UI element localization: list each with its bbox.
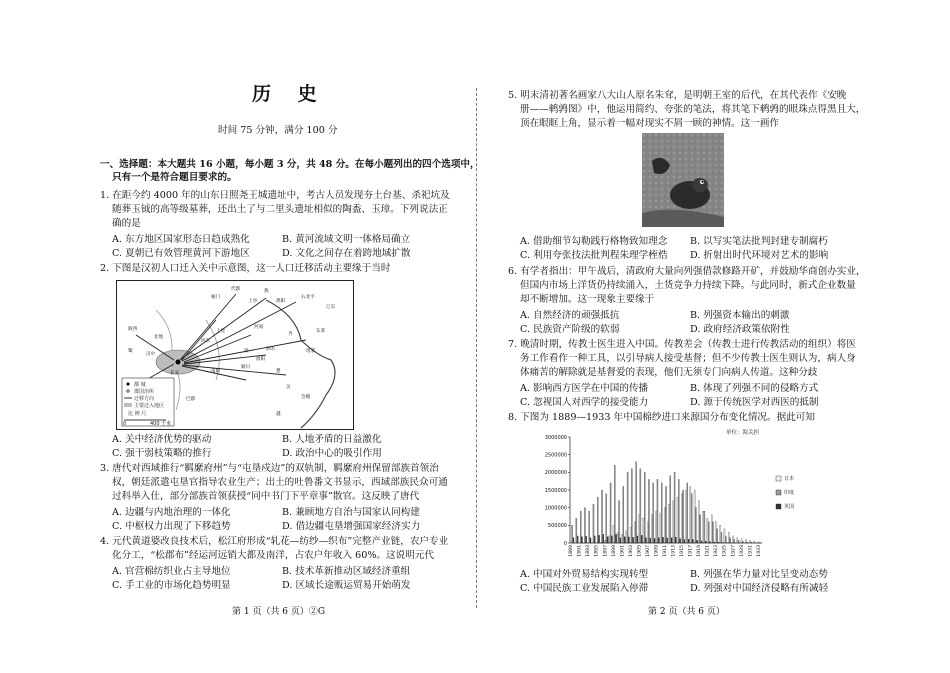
bar-印度-1906 xyxy=(644,472,645,543)
bar-印度-1910 xyxy=(661,483,662,543)
bar-日本-1904 xyxy=(634,522,635,543)
x-tick-label: 1895 xyxy=(594,545,600,557)
q3-option-a[interactable]: A. 边疆与内地治理的一体化 xyxy=(112,507,231,518)
bar-印度-1926 xyxy=(729,538,730,543)
q8-stem: 8. 下图为 1889—1933 年中国棉纱进口来源国分布变化情况。据此可知 xyxy=(508,412,815,423)
q1-option-c[interactable]: C. 夏朝已有效管理黄河下游地区 xyxy=(112,248,250,259)
legend-county: 郡国治所 xyxy=(134,389,155,395)
map-label: 梁 xyxy=(244,349,249,354)
bar-印度-1890 xyxy=(576,518,577,543)
x-tick-label: 1907 xyxy=(645,545,651,557)
cotton-yarn-import-chart xyxy=(530,425,820,565)
q8-option-b[interactable]: B. 列强在华力量对比呈变动态势 xyxy=(690,569,828,580)
legend-migration: 迁移方向 xyxy=(134,396,155,402)
bar-series xyxy=(572,462,762,543)
legend-label-英国: 英国 xyxy=(784,504,795,510)
q4-stem-line: 化分工，“松郡布”经运河远销大都及南洋，占农户年收入 60%。这说明元代 xyxy=(112,550,434,561)
quail-painting-image xyxy=(642,133,724,227)
x-tick-label: 1923 xyxy=(714,545,720,557)
bar-日本-1897 xyxy=(604,540,605,543)
x-tick-label: 1889 xyxy=(569,545,575,557)
q3-option-c[interactable]: C. 中枢权力出现了下移趋势 xyxy=(112,521,231,532)
map-label: 越 xyxy=(276,412,281,417)
q5-option-b[interactable]: B. 以写实笔法批判封建专制腐朽 xyxy=(690,236,828,247)
y-tick-label: 500000 xyxy=(547,523,567,530)
bar-日本-1922 xyxy=(711,515,712,543)
bar-英国-1896 xyxy=(603,534,604,543)
page-footer: 第 2 页（共 6 页） xyxy=(648,607,725,617)
x-tick-label: 1911 xyxy=(663,545,668,557)
bar-印度-1897 xyxy=(606,494,607,543)
bar-英国-1909 xyxy=(658,538,659,543)
bar-英国-1916 xyxy=(688,539,689,543)
y-tick-label: 0 xyxy=(563,540,567,547)
q4-stem-line: 4. 元代黄道婆改良技术后，松江府形成“轧花—纺纱—织布”完整产业链，农户专业 xyxy=(100,536,449,547)
map-label: 陇西 xyxy=(128,327,138,332)
x-tick-label: 1927 xyxy=(731,545,737,557)
map-label: 上党 xyxy=(216,329,226,334)
bar-日本-1909 xyxy=(656,511,657,543)
map-label: 会稽 xyxy=(301,395,311,400)
bar-印度-1889 xyxy=(572,525,573,543)
bar-印度-1916 xyxy=(687,483,688,543)
x-tick-label: 1915 xyxy=(680,545,686,557)
bar-日本-1920 xyxy=(703,511,704,543)
bar-英国-1918 xyxy=(697,540,698,543)
section-heading: 一、选择题：本大题共 16 小题，每小题 3 分，共 48 分。在每小题列出的四个选项中， xyxy=(100,159,480,170)
bar-英国-1915 xyxy=(684,539,685,543)
bar-印度-1905 xyxy=(640,469,641,543)
bar-英国-1894 xyxy=(594,536,595,543)
bar-印度-1928 xyxy=(738,540,739,543)
map-label: 雁门 xyxy=(211,295,221,300)
q6-stem-line: 但国内市场上洋货仍持续涌入，土货竞争力持续下降。与此同时，新式企业数量 xyxy=(520,280,856,291)
bar-英国-1903 xyxy=(633,537,634,543)
legend-scale: 比 例 尺 xyxy=(128,411,147,417)
bar-日本-1917 xyxy=(690,486,691,543)
q2-option-b[interactable]: B. 人地矛盾的日益激化 xyxy=(282,434,382,445)
bar-英国-1889 xyxy=(573,538,574,543)
bar-英国-1899 xyxy=(616,534,617,543)
bar-英国-1905 xyxy=(641,535,642,543)
map-label: 齐 xyxy=(288,332,293,337)
bar-英国-1901 xyxy=(624,537,625,543)
x-tick-label: 1913 xyxy=(671,545,677,557)
bar-英国-1893 xyxy=(590,538,591,543)
bar-印度-1891 xyxy=(580,511,581,543)
x-tick-label: 1901 xyxy=(620,545,626,557)
q4-option-d[interactable]: D. 区域长途贩运贸易开始萌发 xyxy=(282,580,411,591)
q6-option-d[interactable]: D. 政府经济政策依附性 xyxy=(690,324,790,335)
q4-option-a[interactable]: A. 官营棉纺织业占主导地位 xyxy=(112,566,231,577)
q2-option-d[interactable]: D. 政治中心的吸引作用 xyxy=(282,448,382,459)
page-1 xyxy=(100,0,480,673)
x-tick-label: 1933 xyxy=(756,545,762,557)
bar-日本-1899 xyxy=(613,525,614,543)
map-label: 泗水 xyxy=(266,347,276,352)
x-axis xyxy=(568,543,762,557)
q1-option-d[interactable]: D. 文化之间存在着跨地域扩散 xyxy=(282,248,411,259)
q1-stem-line: 确的是 xyxy=(112,218,141,229)
map-label: 渔阳 xyxy=(276,299,286,304)
map-label: 东莱 xyxy=(316,329,326,334)
map-label: 巴郡 xyxy=(186,397,196,402)
map-label: 右北平 xyxy=(301,295,315,300)
bar-日本-1928 xyxy=(737,538,738,543)
bar-英国-1892 xyxy=(586,536,587,543)
bar-印度-1899 xyxy=(614,465,615,543)
bar-日本-1919 xyxy=(698,501,699,543)
bar-印度-1894 xyxy=(593,504,594,543)
bar-日本-1930 xyxy=(745,539,746,543)
bar-印度-1927 xyxy=(734,539,735,543)
page-2 xyxy=(508,0,866,673)
chart-legend xyxy=(776,475,794,510)
q5-option-d[interactable]: D. 折射出时代环境对艺术的影响 xyxy=(690,250,829,261)
changan-capital-marker xyxy=(176,360,181,365)
bar-英国-1914 xyxy=(680,539,681,543)
x-tick-label: 1897 xyxy=(603,545,609,557)
map-label: 汉中 xyxy=(146,352,156,357)
legend-capital: 都 城 xyxy=(134,382,146,388)
x-tick-label: 1917 xyxy=(688,545,694,557)
q1-option-a[interactable]: A. 东方地区国家形态日趋成熟化 xyxy=(112,234,250,245)
x-tick-label: 1921 xyxy=(705,545,711,557)
bar-日本-1912 xyxy=(668,504,669,543)
q8-option-a[interactable]: A. 中国对外贸易结构实现转型 xyxy=(520,569,649,580)
bar-日本-1901 xyxy=(622,534,623,543)
q7-option-d[interactable]: D. 源于传统医学对西医的抵制 xyxy=(690,397,819,408)
q7-stem-line: 务工作看作一种工具，以引导病人接受基督；但不少传教士医生则认为，病人身 xyxy=(520,353,856,364)
map-label: 琅邪 xyxy=(306,349,316,354)
bar-印度-1917 xyxy=(691,494,692,543)
bar-印度-1900 xyxy=(619,501,620,543)
map-label: 颍川 xyxy=(241,365,251,370)
q6-option-a[interactable]: A. 自然经济的顽强抵抗 xyxy=(520,310,620,321)
bar-印度-1892 xyxy=(584,508,585,543)
exam-subtitle: 时间 75 分钟，满分 100 分 xyxy=(218,125,338,136)
q4-option-b[interactable]: B. 技术革新推动区域经济重组 xyxy=(282,566,411,577)
bar-英国-1898 xyxy=(611,536,612,543)
bar-印度-1904 xyxy=(636,462,637,543)
x-tick-label: 1929 xyxy=(739,545,745,557)
y-tick-label: 1500000 xyxy=(544,487,567,494)
bar-印度-1925 xyxy=(725,536,726,543)
q5-stem-line: 顶在眼眶上角，显示着一幅对现实不屑一顾的神情。这一画作 xyxy=(520,118,780,129)
bar-印度-1911 xyxy=(665,486,666,543)
bar-英国-1912 xyxy=(671,538,672,543)
x-tick-label: 1903 xyxy=(628,545,634,557)
x-tick-label: 1905 xyxy=(637,545,643,557)
bar-日本-1918 xyxy=(694,490,695,543)
q8-option-c[interactable]: C. 中国民族工业发展陷入停滞 xyxy=(520,583,649,594)
bar-印度-1902 xyxy=(627,472,628,543)
q2-option-c[interactable]: C. 强干弱枝策略的推行 xyxy=(112,448,212,459)
q3-stem-line: 权，朝廷派遣屯垦官指导农业生产；出土的吐鲁番文书显示，西域部族民众可通 xyxy=(112,477,448,488)
y-tick-label: 2500000 xyxy=(544,452,567,459)
y-axis xyxy=(545,435,570,547)
bar-日本-1910 xyxy=(660,513,661,543)
bar-日本-1927 xyxy=(732,536,733,543)
legend-label-印度: 印度 xyxy=(784,490,795,496)
q1-stem-line: 1. 在距今约 4000 年的山东日照尧王城遗址中，考古人员发现夯土台基、杀祀坑及 xyxy=(100,190,450,201)
map-label: 河东 xyxy=(201,339,211,344)
bar-印度-1908 xyxy=(653,483,654,543)
bar-日本-1925 xyxy=(724,529,725,543)
map-label: 南阳 xyxy=(211,369,221,374)
q5-option-c[interactable]: C. 利用夸张技法批判程朱理学桎梏 xyxy=(520,250,668,261)
bar-日本-1916 xyxy=(686,490,687,543)
bar-印度-1912 xyxy=(670,476,671,543)
legend-swatch-印度 xyxy=(776,490,781,495)
bar-英国-1904 xyxy=(637,536,638,543)
bar-日本-1898 xyxy=(609,536,610,543)
y-tick-label: 2000000 xyxy=(544,470,567,477)
q6-option-c[interactable]: C. 民族资产阶级的软弱 xyxy=(520,324,620,335)
bar-英国-1900 xyxy=(620,538,621,543)
bar-印度-1893 xyxy=(589,511,590,543)
map-label: 淮阳 xyxy=(256,357,266,362)
q1-option-b[interactable]: B. 黄河流域文明一体格局确立 xyxy=(282,234,411,245)
legend-scale-400: 400 千米 xyxy=(150,421,172,427)
exam-title: 历 史 xyxy=(252,83,327,105)
chart-unit-label: 单位：海关担 xyxy=(726,430,760,436)
bar-日本-1906 xyxy=(643,518,644,543)
map-label: 北地 xyxy=(154,335,164,340)
bar-印度-1919 xyxy=(700,515,701,543)
x-tick-label: 1925 xyxy=(722,545,728,557)
bar-印度-1896 xyxy=(601,490,602,543)
bar-印度-1914 xyxy=(678,479,679,543)
bar-日本-1931 xyxy=(750,540,751,543)
x-tick-label: 1931 xyxy=(748,545,754,557)
x-tick-label: 1899 xyxy=(611,545,617,557)
map-label: 代郡 xyxy=(231,287,241,292)
bar-印度-1913 xyxy=(674,472,675,543)
bar-日本-1902 xyxy=(626,531,627,543)
bar-印度-1895 xyxy=(597,497,598,543)
q5-stem-line: 5. 明末清初著名画家八大山人原名朱耷，是明朝王室的后代，在其代表作《安晚 xyxy=(508,90,847,101)
bar-印度-1918 xyxy=(695,508,696,543)
q4-option-c[interactable]: C. 手工业的市场化趋势明显 xyxy=(112,580,231,591)
legend-label-日本: 日本 xyxy=(784,476,795,482)
q3-stem-line: 3. 唐代对西域推行“羁縻府州”与“屯垦戍边”的双轨制，羁縻府州保留部族首领治 xyxy=(100,463,439,474)
bar-日本-1929 xyxy=(741,539,742,543)
q7-option-a[interactable]: A. 影响西方医学在中国的传播 xyxy=(520,383,649,394)
bar-英国-1895 xyxy=(598,535,599,543)
bar-英国-1908 xyxy=(654,538,655,543)
q7-stem-line: 体痛苦的解除就是基督爱的表现，他们无须专门向病人传道。这种分歧 xyxy=(520,367,818,378)
bar-印度-1903 xyxy=(631,469,632,543)
bar-印度-1909 xyxy=(657,479,658,543)
bar-英国-1906 xyxy=(645,538,646,543)
bar-印度-1901 xyxy=(623,486,624,543)
bar-日本-1907 xyxy=(647,522,648,543)
section-heading-cont: 只有一个是符合题目要求的。 xyxy=(112,172,237,183)
bar-日本-1926 xyxy=(728,532,729,543)
bar-印度-1907 xyxy=(648,479,649,543)
q8-option-d[interactable]: D. 列强对中国经济侵略有所减轻 xyxy=(690,583,829,594)
bar-英国-1911 xyxy=(667,538,668,543)
q5-option-a[interactable]: A. 借助细节勾勒践行格物致知理念 xyxy=(520,236,668,247)
map-label: 河间 xyxy=(254,325,264,330)
q6-stem-line: 6. 有学者指出：甲午战后，清政府大量向列强借款修路开矿，并鼓励华商创办实业， xyxy=(508,266,866,277)
q1-stem-line: 随葬玉钺的高等级墓葬，还出土了与二里头遗址相似的陶盉、玉璋。下列说法正 xyxy=(112,204,448,215)
bar-日本-1921 xyxy=(707,518,708,543)
q6-option-b[interactable]: B. 列强资本输出的刺激 xyxy=(690,310,790,321)
y-tick-label: 3000000 xyxy=(544,434,567,441)
q7-option-c[interactable]: C. 忽视国人对西学的接受能力 xyxy=(520,397,649,408)
bar-日本-1915 xyxy=(681,494,682,543)
map-label: 燕 xyxy=(264,289,269,294)
page-footer: 第 1 页（共 6 页）②G xyxy=(232,607,326,617)
x-tick-label: 1891 xyxy=(577,545,583,557)
x-tick-label: 1893 xyxy=(586,545,592,557)
q7-option-b[interactable]: B. 体现了列强不同的侵略方式 xyxy=(690,383,819,394)
bar-日本-1924 xyxy=(720,525,721,543)
y-tick-label: 1000000 xyxy=(544,505,567,512)
han-migration-map xyxy=(116,280,354,430)
x-tick-label: 1909 xyxy=(654,545,660,557)
q5-stem-line: 册——鹌鹑图》中，他运用简约、夸张的笔法，将其笔下鹌鹑的眼珠点得黑且大， xyxy=(520,104,866,115)
bar-英国-1897 xyxy=(607,537,608,543)
bar-印度-1898 xyxy=(610,483,611,543)
bar-英国-1890 xyxy=(577,536,578,543)
map-label: 吴 xyxy=(286,385,291,390)
q7-stem-line: 7. 晚清时期，传教士医生进入中国。传教差会（传教士进行传教活动的组织）将医 xyxy=(508,339,856,350)
bar-日本-1923 xyxy=(715,522,716,543)
map-label: 上谷 xyxy=(248,299,258,304)
bar-印度-1921 xyxy=(708,522,709,543)
bar-英国-1891 xyxy=(581,537,582,543)
bar-英国-1910 xyxy=(662,537,663,543)
bar-日本-1905 xyxy=(639,515,640,543)
q3-option-d[interactable]: D. 借边疆屯垦增强国家经济实力 xyxy=(282,521,421,532)
map-label: 楚 xyxy=(276,369,281,374)
q6-stem-line: 却不断增加。这一现象主要缘于 xyxy=(520,294,655,305)
map-label: 长安 xyxy=(170,371,180,376)
q3-option-b[interactable]: B. 兼顾地方自治与国家认同构建 xyxy=(282,507,420,518)
bar-印度-1922 xyxy=(712,522,713,543)
bar-印度-1924 xyxy=(721,532,722,543)
bar-印度-1923 xyxy=(717,529,718,543)
bar-英国-1917 xyxy=(692,539,693,543)
bar-日本-1903 xyxy=(630,527,631,543)
bar-日本-1913 xyxy=(673,501,674,543)
legend-scale-zero: 0 xyxy=(123,421,127,427)
bar-英国-1913 xyxy=(675,537,676,543)
legend-swatch-英国 xyxy=(776,504,781,509)
legend-area: 主要迁入地区 xyxy=(134,403,165,409)
bar-日本-1908 xyxy=(651,515,652,543)
bar-日本-1914 xyxy=(677,497,678,543)
q2-option-a[interactable]: A. 关中经济优势的驱动 xyxy=(112,434,212,445)
legend-swatch-日本 xyxy=(776,476,781,481)
q3-stem-line: 过科举入仕，部分部族首领获授“同中书门下平章事”散官。这反映了唐代 xyxy=(112,491,420,502)
bar-印度-1915 xyxy=(683,490,684,543)
x-tick-label: 1919 xyxy=(697,545,703,557)
bar-英国-1902 xyxy=(628,537,629,543)
map-label: 辽东 xyxy=(326,305,336,310)
bar-日本-1911 xyxy=(664,508,665,543)
bar-英国-1907 xyxy=(650,538,651,543)
bar-印度-1920 xyxy=(704,511,705,543)
q2-stem: 2. 下图是汉初人口迁入关中示意图，这一人口迁移活动主要缘于当时 xyxy=(100,263,391,274)
bar-日本-1900 xyxy=(617,532,618,543)
map-label: 蜀 xyxy=(128,349,133,354)
